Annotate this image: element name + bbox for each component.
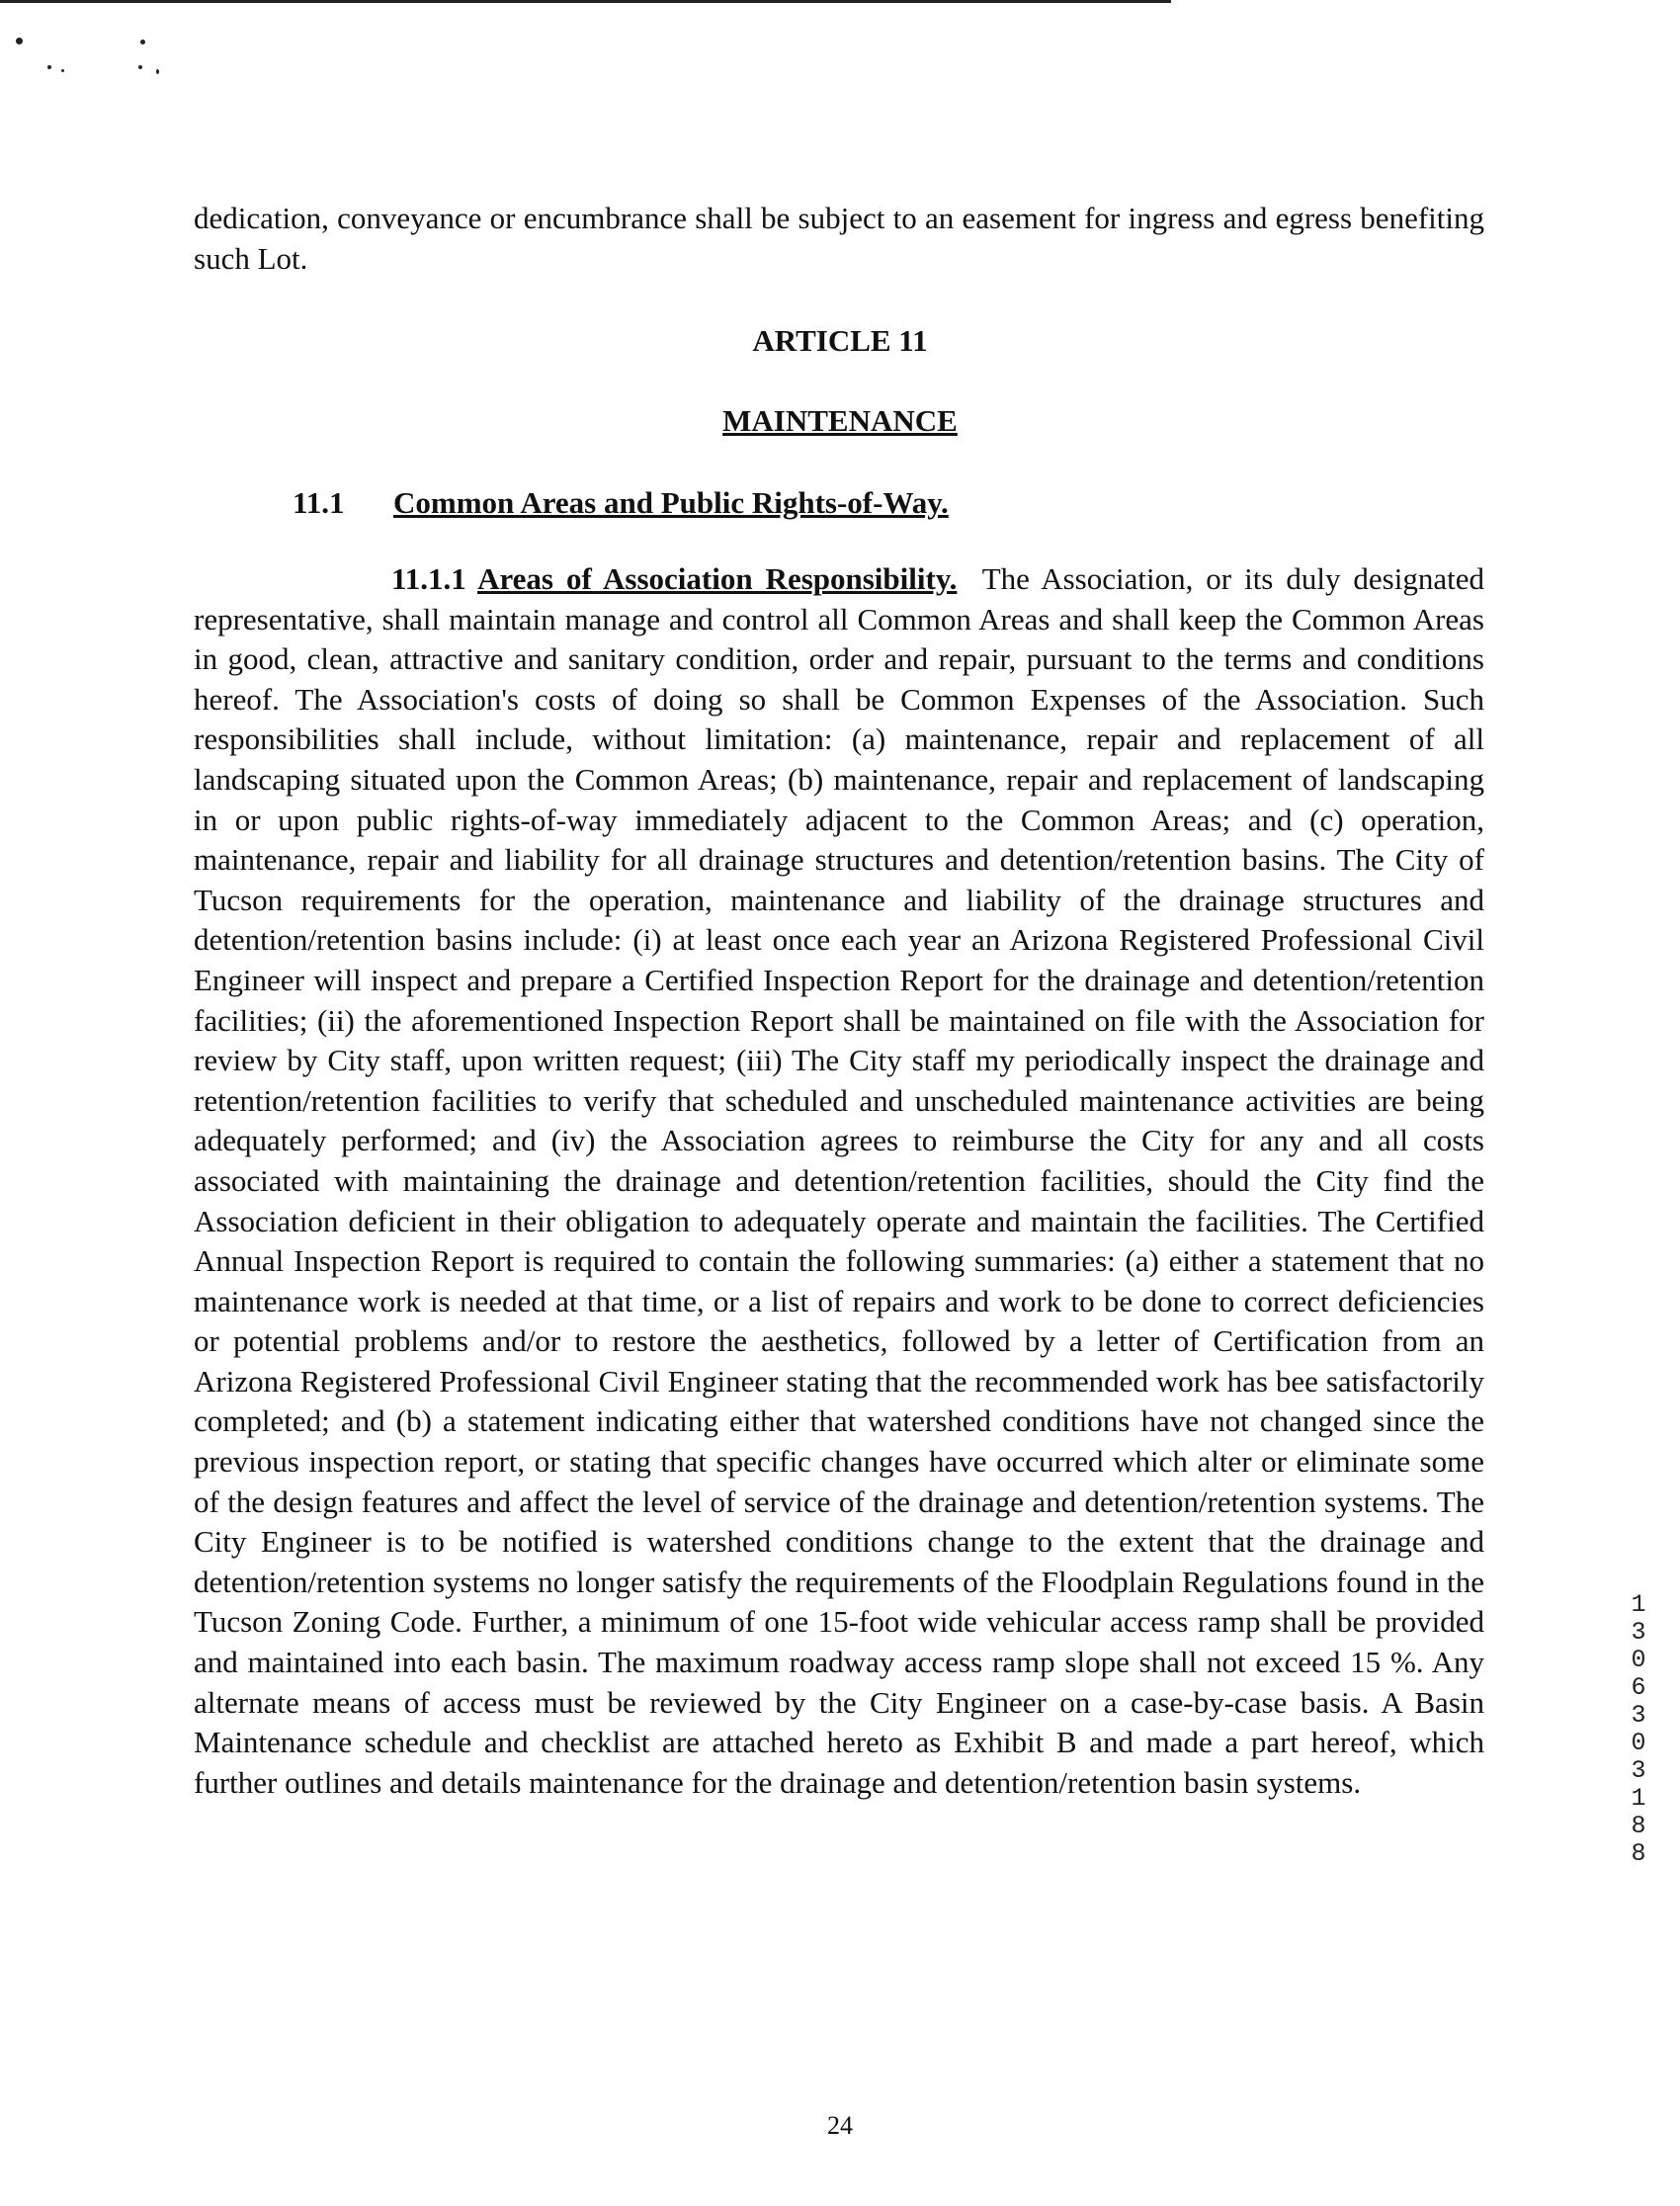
scan-speck [47, 65, 51, 69]
scan-speck [61, 69, 64, 72]
subsection-body: The Association, or its duly designated representative, shall maintain manage and control all Common Areas and shall keep the Common Areas in good, clean, attractive and sanitary condition, order and repair, pursuant to the terms and conditions hereof. The Association's costs of doing so shall be Common Expenses of the Association. Such responsibilities shall include, without limitation: (a) maintenance, repair and replacement of all landscaping situated upon the Common Areas; (b) maintenance, repair and replacement of landscaping in or upon public rights-of-way immediately adjacent to the Common Areas; and (c) operation, maintenance, repair and liability for all drainage structures and detention/retention basins. The City of Tucson requirements for the operation, maintenance and liability of the drainage structures and detention/retention basins include: (i) at least once each year an Arizona Registered Professional Civil Engineer will inspect and prepare a Certified Inspection Report for the drainage and detention/retention facilities; (ii) the aforementioned Inspection Report shall be maintained on file with the Association for review by City staff, upon written request; (iii) The City staff my periodically inspect the drainage and retention/retention facilities to verify that scheduled and unscheduled maintenance activities are being adequately performed; and (iv) the Association agrees to reimburse the City for any and all costs associated with maintaining the drainage and detention/retention facilities, should the City find the Association deficient in their obligation to adequately operate and maintain the facilities. The Certified Annual Inspection Report is required to contain the following summaries: (a) either a statement that no maintenance work is needed at that time, or a list of repairs and work to be done to correct deficiencies or potential problems and/or to restore the aesthetics, followed by a letter of Certification from an Arizona Registered Professional Civil Engineer stating that the recommended work has bee satisfactorily completed; and (b) a statement indicating either that watershed conditions have not changed since the previous inspection report, or stating that specific changes have occurred which alter or eliminate some of the design features and affect the level of service of the drainage and detention/retention systems. The City Engineer is to be notified is watershed conditions change to the extent that the drainage and detention/retention systems no longer satisfy the requirements of the Floodplain Regulations found in the Tucson Zoning Code. Further, a minimum of one 15-foot wide vehicular access ramp shall be provided and maintained into each basin. The maximum roadway access ramp slope shall not exceed 15 %. Any alternate means of access must be reviewed by the City Engineer on a case-by-case basis. A Basin Maintenance schedule and checklist are attached hereto as Exhibit B and made a part hereof, which further outlines and details maintenance for the drainage and detention/retention basin systems. [194, 561, 1484, 1800]
subsection-number: 11.1.1 [391, 561, 466, 596]
subsection-title: Areas of Association Responsibility. [477, 561, 958, 596]
continuation-paragraph: dedication, conveyance or encumbrance shall be subject to an easement for ingress and egress benefiting such Lot. [194, 201, 1484, 276]
scan-speck [138, 65, 142, 69]
page-number: 24 [827, 2111, 853, 2140]
scan-speck [156, 69, 159, 74]
section-number: 11.1 [293, 485, 345, 520]
subsection-paragraph [194, 559, 1484, 1803]
article-title-text: MAINTENANCE [722, 403, 958, 438]
article-number-heading: ARTICLE 11 [752, 323, 928, 358]
article-title-heading [0, 402, 1680, 440]
section-heading [293, 484, 949, 522]
section-title: Common Areas and Public Rights-of-Way. [393, 485, 949, 520]
top-scan-rule [0, 0, 1171, 3]
scan-speck [16, 38, 23, 44]
scan-speck [140, 40, 145, 44]
subsection-heading [194, 561, 957, 596]
recording-stamp: 13063 03188 [1631, 1590, 1646, 1868]
